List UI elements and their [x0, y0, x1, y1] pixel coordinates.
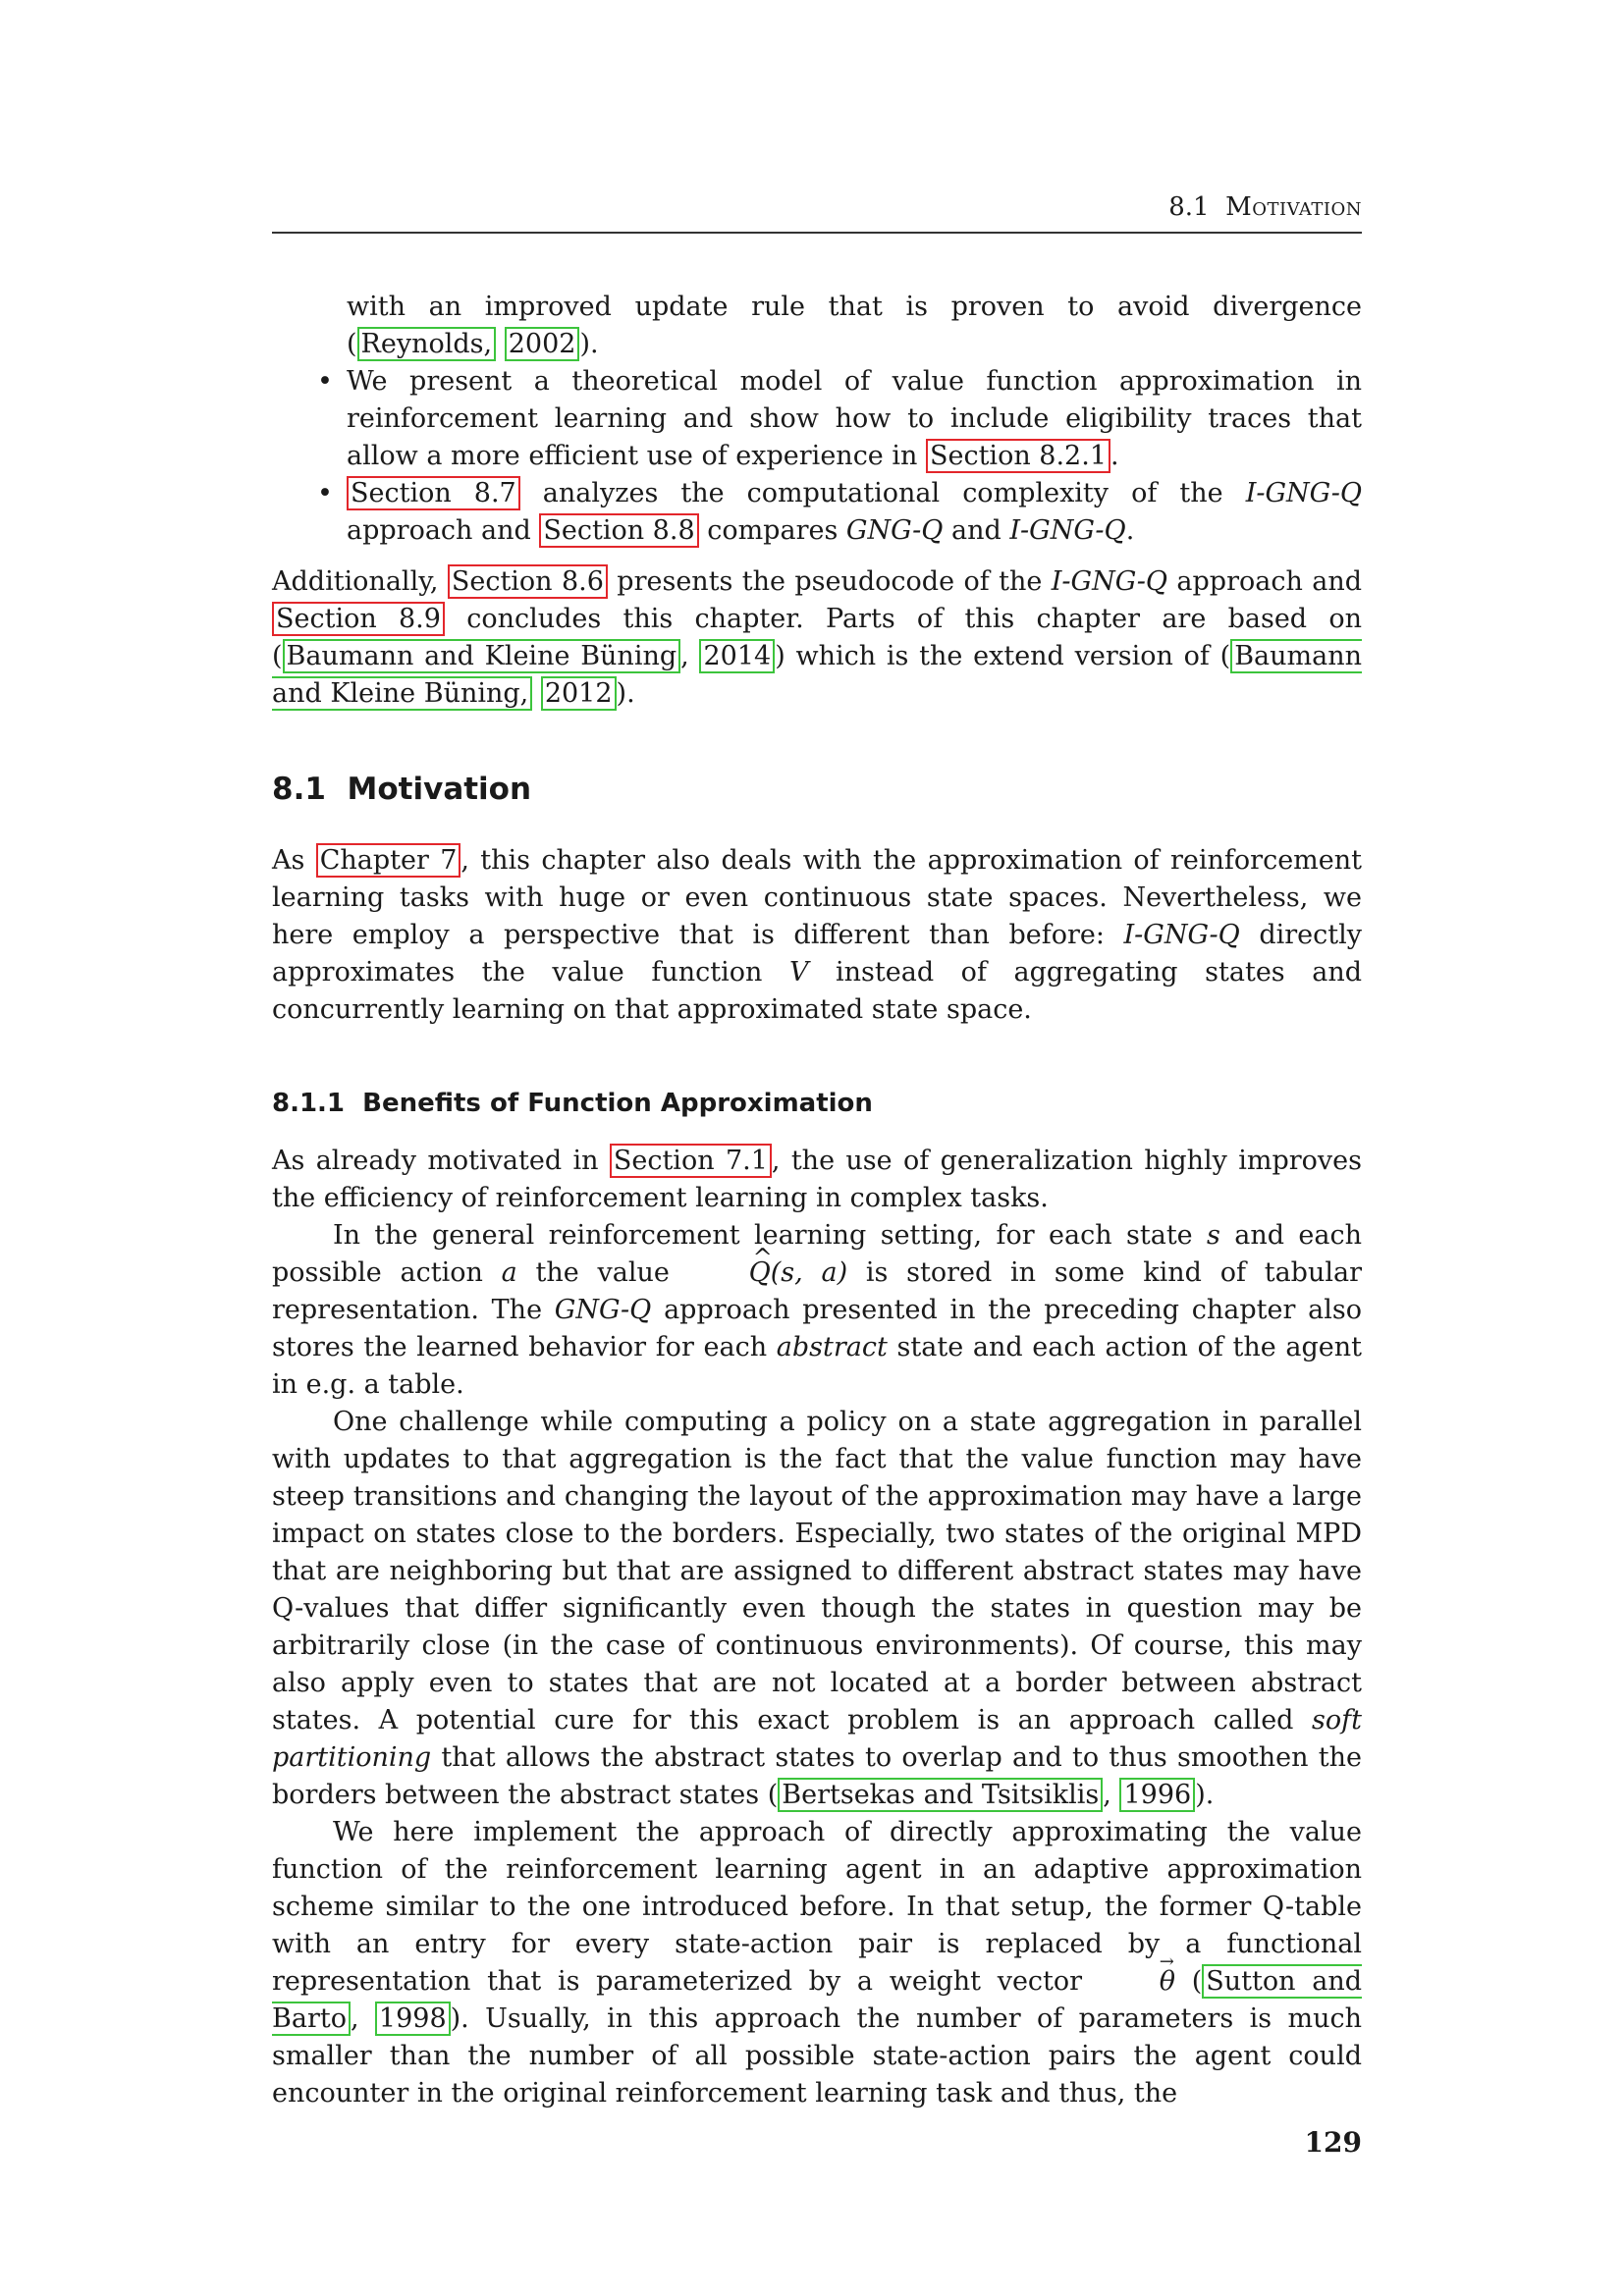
contribution-list — [272, 363, 1362, 550]
bullet-continuation: with an improved update rule that is proven to avoid divergence ( Reynolds, 2002 ). — [347, 292, 1362, 359]
theta-vector-symbol: → θ — [1099, 1963, 1175, 2001]
citation-link[interactable]: 1998 — [375, 2002, 451, 2036]
citation-link[interactable]: 2014 — [699, 639, 775, 673]
list-item: • Section 8.7 analyzes the computational complexity of the I-GNG-Q approach and Section 8.8 compares GNG-Q and I-GNG-Q. — [347, 475, 1362, 550]
section-link[interactable]: Section 8.2.1 — [926, 439, 1110, 473]
paragraph: We here implement the approach of directly approximating the value function of the reinforcement learning agent in an adaptive approximation scheme similar to the one introduced before. In that setup, the former Q-table with an entry for every state-action pair is replaced by a functional representation that is parameterized by a weight vector → θ ( Sutton and Barto , 1998 ). Usually, in this approach the number of parameters is much smaller than the number of all possible state-action pairs the agent could encounter in the original reinforcement learning task and thus, the — [272, 1814, 1362, 2112]
paragraph: In the general reinforcement learning setting, for each state s and each possible action a the value ^ Q(s, a) is stored in some kind of tabular representation. The GNG-Q approach presented in the preceding chapter also stores the learned behavior for each abstract state and each action of the agent in e.g. a table. — [272, 1217, 1362, 1404]
page-number: 129 — [1304, 2126, 1362, 2159]
section-link[interactable]: Section 8.7 — [347, 476, 520, 510]
citation-link[interactable]: Bertsekas and Tsitsiklis — [778, 1778, 1103, 1812]
citation-link[interactable]: 1996 — [1119, 1778, 1195, 1812]
running-header — [272, 192, 1362, 234]
header-section-number: 8.1 — [1168, 192, 1210, 222]
section-link[interactable]: Section 7.1 — [610, 1144, 772, 1178]
paragraph: As already motivated in Section 7.1 , the use of generalization highly improves the efficiency of reinforcement learning in complex tasks. — [272, 1146, 1362, 1213]
paragraph: One challenge while computing a policy on a state aggregation in parallel with updates to that aggregation is the fact that the value function may have steep transitions and changing the layout of the approximation may have a large impact on states close to the borders. Especially, two states of the original MPD that are neighboring but that are assigned to different abstract states may have Q-values that differ significantly even though the states in question may be arbitrarily close (in the case of continuous environments). Of course, this may also apply even to states that are not located at a border between abstract states. A potential cure for this exact problem is an approach called soft partitioning that allows the abstract states to overlap and to thus smoothen the borders between the abstract states ( Bertsekas and Tsitsiklis , 1996 ). — [272, 1407, 1362, 1810]
list-item: • We present a theoretical model of value function approximation in reinforcement learning and show how to include eligibility traces that allow a more efficient use of experience in Section 8.2.1 . — [347, 363, 1362, 475]
subsection-heading: 8.1.1 Benefits of Function Approximation — [272, 1089, 873, 1118]
section-link[interactable]: Section 8.9 — [272, 602, 445, 636]
chapter-link[interactable]: Chapter 7 — [316, 843, 461, 878]
header-section-title: Motivation — [1225, 192, 1362, 222]
page-body — [272, 289, 1362, 2112]
section-link[interactable]: Section 8.8 — [539, 513, 698, 548]
citation-link[interactable]: Reynolds, — [357, 327, 497, 361]
citation-link[interactable]: Baumann and Kleine Büning, — [272, 641, 1362, 709]
citation-link[interactable]: Baumann and Kleine Büning — [283, 639, 681, 673]
citation-link[interactable]: 2012 — [541, 676, 617, 711]
section-heading: 8.1 Motivation — [272, 772, 532, 807]
citation-link[interactable]: 2002 — [505, 327, 580, 361]
citation-link[interactable]: Sutton and Barto — [272, 1966, 1362, 2034]
q-hat-symbol: ^ Q — [688, 1255, 771, 1292]
section-link[interactable]: Section 8.6 — [448, 564, 608, 599]
paragraph: As Chapter 7 , this chapter also deals with the approximation of reinforcement learning tasks with huge or even continuous state spaces. Nevertheless, we here employ a perspective that is different than before: I-GNG-Q directly approximates the value function V instead of aggregating states and concurrently learning on that approximated state space. — [272, 845, 1363, 1025]
paragraph: Additionally, Section 8.6 presents the pseudocode of the I-GNG-Q approach and Section 8.9 concludes this chapter. Parts of this chapter are based on ( Baumann and Kleine Büning , 2014 ) which is the extend version of ( Baumann and Kleine Büning, 2012 ). — [272, 566, 1363, 709]
